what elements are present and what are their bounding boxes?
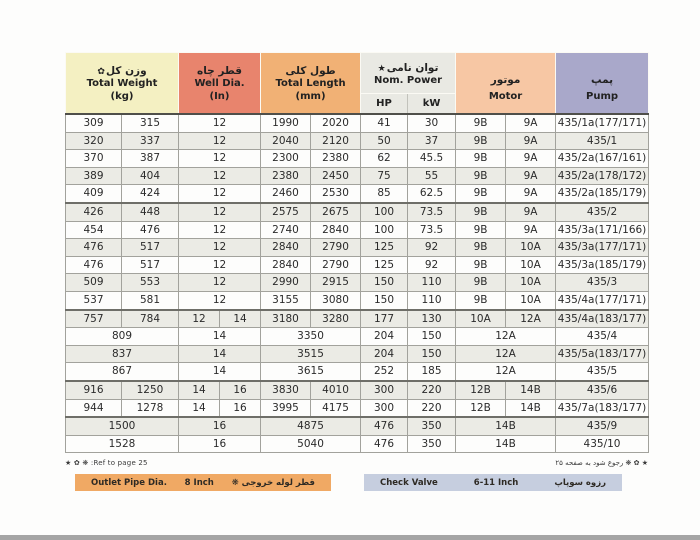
total-weight-unit: (kg)	[110, 90, 134, 102]
table-cell: 10A	[506, 239, 556, 257]
table-cell: 9B	[456, 203, 506, 221]
table-cell: 2840	[261, 239, 311, 257]
table-cell: 14	[179, 381, 220, 399]
table-cell: 476	[122, 221, 179, 239]
spec-table-body	[66, 114, 649, 453]
total-length-label-fa: طول کلی	[285, 64, 336, 77]
table-row	[66, 274, 649, 292]
table-cell: 387	[122, 150, 179, 168]
well-dia-unit: (In)	[209, 90, 230, 102]
table-cell: 12A	[506, 310, 556, 328]
table-cell: 12B	[456, 381, 506, 399]
table-cell: 9A	[506, 203, 556, 221]
table-cell: 12A	[456, 345, 556, 363]
table-cell: 409	[66, 185, 122, 203]
outlet-pipe-bar	[75, 474, 331, 491]
total-length-unit: (mm)	[295, 90, 326, 102]
pump-spec-table-wrap	[65, 52, 648, 453]
table-cell: 476	[66, 239, 122, 257]
col-header-nom-power	[361, 53, 456, 94]
table-cell: 10A	[456, 310, 506, 328]
table-cell: 517	[122, 256, 179, 274]
table-cell: 10A	[506, 256, 556, 274]
table-cell: 509	[66, 274, 122, 292]
col-header-motor	[456, 53, 556, 115]
table-cell: 476	[361, 417, 408, 435]
footnote-right: ★ ✿ ❋ رجوع شود به صفحه ۲۵	[555, 459, 648, 467]
table-cell: 73.5	[408, 221, 456, 239]
table-cell: 185	[408, 363, 456, 381]
table-cell: 424	[122, 185, 179, 203]
nom-power-label-en: Nom. Power	[373, 75, 443, 86]
motor-label-en: Motor	[488, 90, 523, 102]
page-bottom-strip	[0, 535, 700, 540]
table-cell: 12	[179, 114, 261, 132]
table-cell: 435/3a(171/166)	[556, 221, 649, 239]
table-cell: 62	[361, 150, 408, 168]
table-cell: 944	[66, 399, 122, 417]
table-cell: 300	[361, 399, 408, 417]
footnote-left-text: :Ref to page 25	[90, 459, 148, 467]
table-cell: 581	[122, 291, 179, 309]
table-row	[66, 399, 649, 417]
table-cell: 16	[220, 399, 261, 417]
table-cell: 75	[361, 167, 408, 185]
table-row	[66, 167, 649, 185]
table-cell: 10A	[506, 291, 556, 309]
table-cell: 12	[179, 274, 261, 292]
table-cell: 435/3a(185/179)	[556, 256, 649, 274]
table-cell: 435/2a(185/179)	[556, 185, 649, 203]
table-cell: 454	[66, 221, 122, 239]
check-valve-value: 6-11 Inch	[473, 477, 519, 488]
table-row	[66, 345, 649, 363]
table-cell: 9B	[456, 150, 506, 168]
table-cell: 1250	[122, 381, 179, 399]
table-cell: 9A	[506, 150, 556, 168]
well-dia-label-fa: قطر چاه	[197, 64, 242, 77]
table-cell: 12A	[456, 328, 556, 346]
table-cell: 2450	[311, 167, 361, 185]
pump-label-fa: پمپ	[590, 73, 614, 86]
table-cell: 14	[179, 363, 261, 381]
table-cell: 14	[179, 399, 220, 417]
table-cell: 3350	[261, 328, 361, 346]
table-row	[66, 328, 649, 346]
table-cell: 553	[122, 274, 179, 292]
table-cell: 9B	[456, 291, 506, 309]
table-cell: 130	[408, 310, 456, 328]
table-row	[66, 256, 649, 274]
table-cell: 476	[361, 435, 408, 453]
table-cell: 110	[408, 291, 456, 309]
table-cell: 220	[408, 399, 456, 417]
table-cell: 404	[122, 167, 179, 185]
col-subheader-kw: kW	[408, 94, 456, 115]
table-cell: 426	[66, 203, 122, 221]
table-cell: 3155	[261, 291, 311, 309]
table-cell: 37	[408, 132, 456, 150]
table-cell: 9B	[456, 185, 506, 203]
table-cell: 150	[361, 291, 408, 309]
table-row	[66, 132, 649, 150]
table-cell: 9B	[456, 239, 506, 257]
table-cell: 92	[408, 256, 456, 274]
table-cell: 435/9	[556, 417, 649, 435]
table-cell: 435/1	[556, 132, 649, 150]
table-cell: 537	[66, 291, 122, 309]
table-cell: 150	[408, 345, 456, 363]
table-row	[66, 363, 649, 381]
table-cell: 100	[361, 221, 408, 239]
table-cell: 150	[361, 274, 408, 292]
table-cell: 30	[408, 114, 456, 132]
table-cell: 204	[361, 328, 408, 346]
table-cell: 2790	[311, 239, 361, 257]
table-cell: 435/3	[556, 274, 649, 292]
table-row	[66, 203, 649, 221]
asterisk-icon: ❋	[231, 477, 239, 488]
table-cell: 41	[361, 114, 408, 132]
table-cell: 1278	[122, 399, 179, 417]
table-cell: 9A	[506, 221, 556, 239]
footnote-left	[65, 459, 148, 467]
table-cell: 12	[179, 185, 261, 203]
table-row	[66, 221, 649, 239]
col-subheader-hp: HP	[361, 94, 408, 115]
table-cell: 73.5	[408, 203, 456, 221]
table-cell: 125	[361, 239, 408, 257]
table-cell: 3180	[261, 310, 311, 328]
gear-icon: ✿	[97, 66, 105, 77]
table-row	[66, 114, 649, 132]
table-cell: 12	[179, 132, 261, 150]
table-cell: 9B	[456, 167, 506, 185]
table-cell: 2675	[311, 203, 361, 221]
table-cell: 85	[361, 185, 408, 203]
table-cell: 2040	[261, 132, 311, 150]
table-cell: 809	[66, 328, 179, 346]
table-cell: 14B	[456, 435, 556, 453]
table-cell: 2380	[261, 167, 311, 185]
outlet-pipe-label-fa: ❋ قطر لوله خروجی	[231, 477, 315, 488]
table-cell: 309	[66, 114, 122, 132]
table-cell: 1500	[66, 417, 179, 435]
table-cell: 92	[408, 239, 456, 257]
table-row	[66, 381, 649, 399]
table-cell: 300	[361, 381, 408, 399]
table-cell: 14	[179, 328, 261, 346]
table-cell: 448	[122, 203, 179, 221]
table-cell: 3995	[261, 399, 311, 417]
check-valve-label-fa: رزوه سوپاپ	[554, 477, 606, 488]
table-cell: 12	[179, 167, 261, 185]
table-cell: 389	[66, 167, 122, 185]
table-cell: 62.5	[408, 185, 456, 203]
table-cell: 204	[361, 345, 408, 363]
table-cell: 2740	[261, 221, 311, 239]
col-header-pump	[556, 53, 649, 115]
table-cell: 435/2	[556, 203, 649, 221]
table-cell: 12	[179, 221, 261, 239]
table-cell: 435/3a(177/171)	[556, 239, 649, 257]
table-cell: 435/7a(183/177)	[556, 399, 649, 417]
table-cell: 2020	[311, 114, 361, 132]
table-cell: 9A	[506, 114, 556, 132]
table-cell: 784	[122, 310, 179, 328]
table-cell: 125	[361, 256, 408, 274]
table-cell: 350	[408, 417, 456, 435]
table-cell: 867	[66, 363, 179, 381]
footnotes	[65, 459, 648, 467]
table-cell: 1990	[261, 114, 311, 132]
table-cell: 2915	[311, 274, 361, 292]
table-cell: 4010	[311, 381, 361, 399]
table-cell: 337	[122, 132, 179, 150]
table-cell: 150	[408, 328, 456, 346]
table-cell: 435/4a(183/177)	[556, 310, 649, 328]
table-cell: 14B	[456, 417, 556, 435]
table-cell: 4175	[311, 399, 361, 417]
table-cell: 3830	[261, 381, 311, 399]
table-header	[66, 53, 649, 115]
table-cell: 2120	[311, 132, 361, 150]
total-length-label-en: Total Length	[275, 77, 346, 89]
table-cell: 5040	[261, 435, 361, 453]
table-cell: 435/10	[556, 435, 649, 453]
pump-label-en: Pump	[586, 90, 619, 102]
table-cell: 45.5	[408, 150, 456, 168]
table-cell: 16	[179, 435, 261, 453]
table-cell: 50	[361, 132, 408, 150]
table-row	[66, 185, 649, 203]
table-cell: 110	[408, 274, 456, 292]
table-cell: 1528	[66, 435, 179, 453]
table-cell: 12	[179, 256, 261, 274]
table-cell: 12	[179, 310, 220, 328]
table-row	[66, 239, 649, 257]
table-cell: 916	[66, 381, 122, 399]
col-header-total-weight	[66, 53, 179, 115]
table-cell: 12	[179, 203, 261, 221]
table-cell: 4875	[261, 417, 361, 435]
table-cell: 14	[179, 345, 261, 363]
table-cell: 10A	[506, 274, 556, 292]
nom-power-label-fa: ★توان نامی	[377, 62, 439, 74]
table-row	[66, 150, 649, 168]
table-cell: 370	[66, 150, 122, 168]
check-valve-label-en: Check Valve	[380, 477, 438, 488]
table-cell: 3080	[311, 291, 361, 309]
table-cell: 9B	[456, 114, 506, 132]
check-valve-bar	[364, 474, 622, 491]
table-cell: 220	[408, 381, 456, 399]
well-dia-label-en: Well Dia.	[194, 77, 245, 89]
table-cell: 9B	[456, 274, 506, 292]
outlet-pipe-label-en: Outlet Pipe Dia.	[91, 477, 167, 488]
col-header-well-dia	[179, 53, 261, 115]
table-cell: 9B	[456, 256, 506, 274]
table-cell: 3515	[261, 345, 361, 363]
table-cell: 837	[66, 345, 179, 363]
footnote-symbols: ★ ✿ ❋	[65, 459, 89, 467]
table-cell: 517	[122, 239, 179, 257]
table-cell: 435/5a(183/177)	[556, 345, 649, 363]
table-cell: 9B	[456, 132, 506, 150]
table-cell: 435/5	[556, 363, 649, 381]
table-cell: 14B	[506, 381, 556, 399]
table-row	[66, 291, 649, 309]
table-cell: 350	[408, 435, 456, 453]
table-cell: 435/6	[556, 381, 649, 399]
table-cell: 12	[179, 291, 261, 309]
motor-label-fa: موتور	[490, 73, 521, 86]
table-cell: 14B	[506, 399, 556, 417]
table-cell: 16	[220, 381, 261, 399]
table-cell: 2790	[311, 256, 361, 274]
table-row	[66, 435, 649, 453]
table-cell: 435/4a(177/171)	[556, 291, 649, 309]
table-row	[66, 310, 649, 328]
table-cell: 252	[361, 363, 408, 381]
table-cell: 2575	[261, 203, 311, 221]
table-cell: 476	[66, 256, 122, 274]
table-cell: 2840	[261, 256, 311, 274]
table-cell: 100	[361, 203, 408, 221]
table-cell: 2380	[311, 150, 361, 168]
table-cell: 12	[179, 150, 261, 168]
outlet-pipe-value: 8 Inch	[184, 477, 214, 488]
table-cell: 435/2a(178/172)	[556, 167, 649, 185]
table-cell: 9A	[506, 132, 556, 150]
table-cell: 2840	[311, 221, 361, 239]
table-cell: 55	[408, 167, 456, 185]
table-cell: 3280	[311, 310, 361, 328]
star-icon: ★	[377, 64, 386, 74]
table-cell: 2530	[311, 185, 361, 203]
table-cell: 12A	[456, 363, 556, 381]
table-cell: 2460	[261, 185, 311, 203]
table-cell: 9B	[456, 221, 506, 239]
table-cell: 2300	[261, 150, 311, 168]
table-cell: 177	[361, 310, 408, 328]
table-cell: 435/1a(177/171)	[556, 114, 649, 132]
table-cell: 9A	[506, 185, 556, 203]
table-cell: 12	[179, 239, 261, 257]
table-cell: 435/2a(167/161)	[556, 150, 649, 168]
table-cell: 3615	[261, 363, 361, 381]
total-weight-label-en: Total Weight	[86, 77, 158, 89]
table-cell: 315	[122, 114, 179, 132]
pump-spec-table	[65, 52, 649, 453]
table-cell: 435/4	[556, 328, 649, 346]
table-cell: 757	[66, 310, 122, 328]
table-cell: 12B	[456, 399, 506, 417]
table-row	[66, 417, 649, 435]
table-cell: 16	[179, 417, 261, 435]
table-cell: 2990	[261, 274, 311, 292]
total-weight-label-fa: ✿وزن کل	[97, 64, 147, 77]
table-cell: 9A	[506, 167, 556, 185]
col-header-total-length	[261, 53, 361, 115]
table-cell: 320	[66, 132, 122, 150]
table-cell: 14	[220, 310, 261, 328]
